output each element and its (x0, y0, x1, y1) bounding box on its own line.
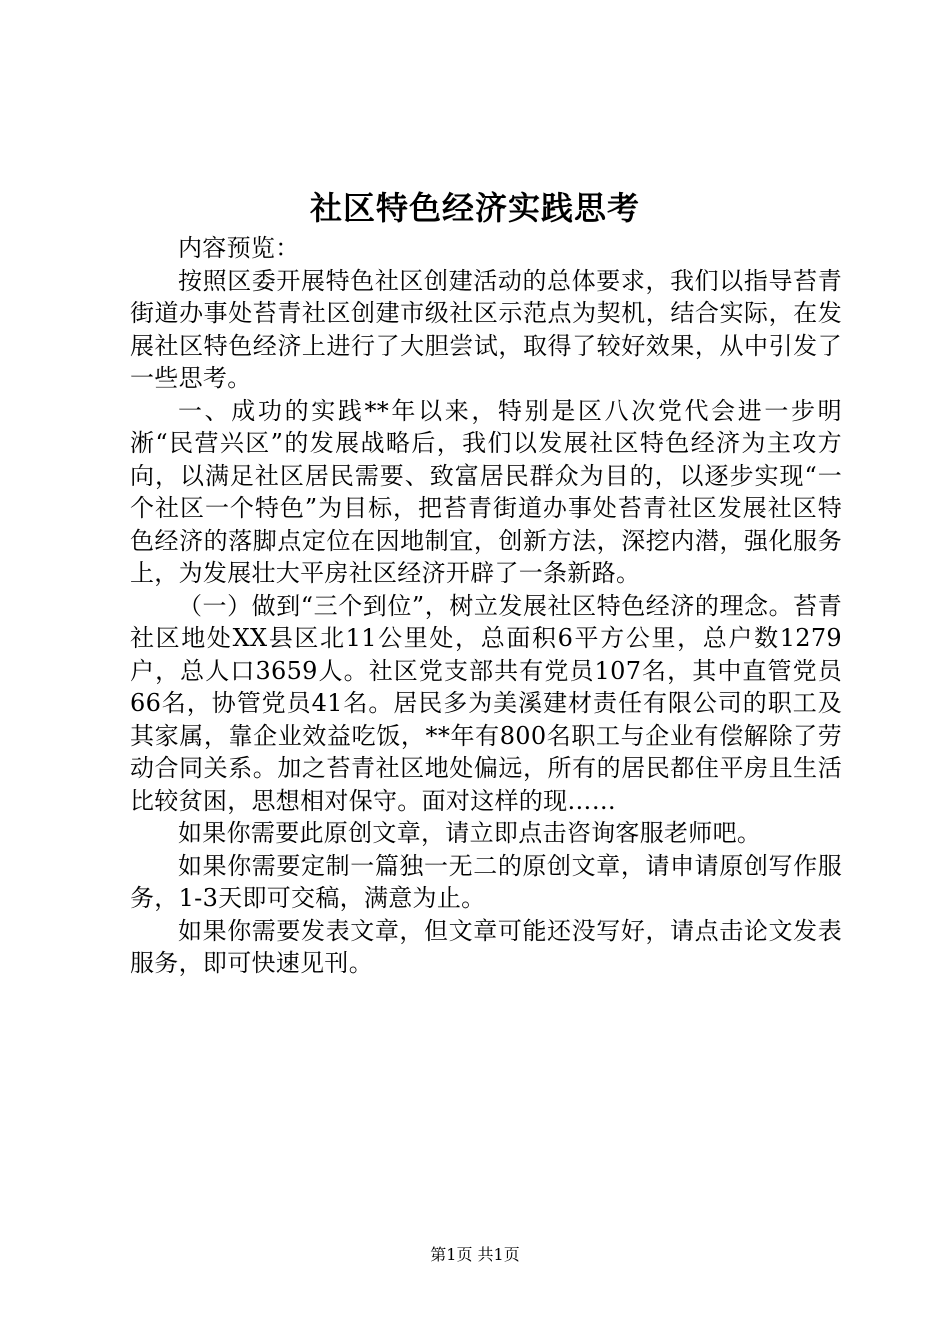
body-paragraph: （一）做到“三个到位”，树立发展社区特色经济的理念。苔青社区地处XX县区北11公里处，总面积6平方公里，总户数1279户，总人口3659人。社区党支部共有党员107名，其中直管党员66名，协管党员41名。居民多为美溪建材责任有限公司的职工及其家属，靠企业效益吃饭，**年有800名职工与企业有偿解除了劳动合同关系。加之苔青社区地处偏远，所有的居民都住平房且生活比较贫困，思想相对保守。面对这样的现…… (130, 591, 842, 815)
service-paragraph: 如果你需要定制一篇独一无二的原创文章，请申请原创写作服务，1-3天即可交稿，满意为止。 (130, 851, 842, 912)
body-paragraph: 按照区委开展特色社区创建活动的总体要求，我们以指导苔青街道办事处苔青社区创建市级社区示范点为契机，结合实际，在发展社区特色经济上进行了大胆尝试，取得了较好效果，从中引发了一些思考。 (130, 266, 842, 392)
document-title: 社区特色经济实践思考 (309, 189, 640, 227)
body-paragraph: 一、成功的实践**年以来，特别是区八次党代会进一步明淅“民营兴区”的发展战略后，我们以发展社区特色经济为主攻方向，以满足社区居民需要、致富居民群众为目的，以逐步实现“一个社区一个特色”为目标，把苔青街道办事处苔青社区发展社区特色经济的落脚点定位在因地制宜，创新方法，深挖内潜，强化服务上，为发展壮大平房社区经济开辟了一条新路。 (130, 396, 842, 587)
service-paragraph: 如果你需要发表文章，但文章可能还没写好，请点击论文发表服务，即可快速见刊。 (130, 916, 842, 977)
service-paragraph: 如果你需要此原创文章，请立即点击咨询客服老师吧。 (178, 819, 762, 847)
page-number-footer: 第1页 共1页 (430, 1245, 520, 1264)
preview-label: 内容预览： (178, 234, 300, 262)
document-body (130, 232, 842, 980)
